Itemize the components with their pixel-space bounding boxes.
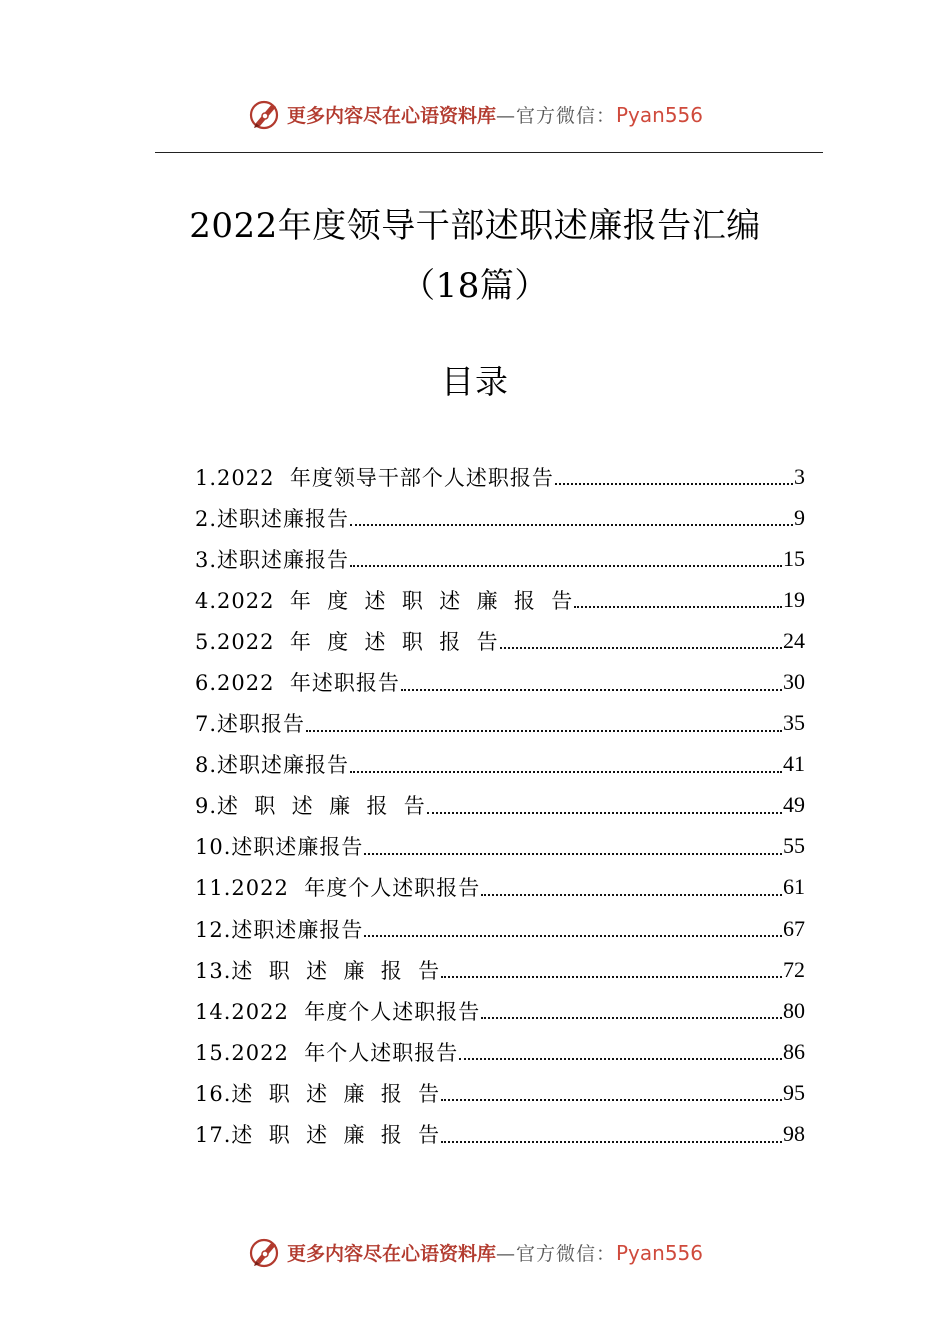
toc-entry-label: 3.述职述廉报告 — [195, 547, 350, 572]
toc-entry-label: 13.述 职 述 廉 报 告 — [195, 958, 441, 983]
toc-entry-label: 16.述 职 述 廉 报 告 — [195, 1081, 441, 1106]
toc-entry-label: 6.2022 年述职报告 — [195, 671, 400, 696]
toc-entry-label: 7.述职报告 — [195, 712, 306, 737]
banner-sub-text: —官方微信： — [495, 104, 616, 127]
toc-entry-label: 15.2022 年个人述职报告 — [195, 1040, 459, 1065]
toc-entry-page-number: 80 — [783, 997, 805, 1023]
toc-entry-label: 17.述 职 述 廉 报 告 — [195, 1123, 441, 1148]
toc-entry[interactable] — [195, 1031, 805, 1072]
table-of-contents — [195, 456, 805, 1155]
toc-entry-page-number: 35 — [783, 710, 805, 736]
toc-entry-page-number: 19 — [783, 586, 805, 612]
toc-dot-leader — [350, 544, 782, 567]
toc-entry-page-number: 55 — [783, 833, 805, 859]
toc-entry[interactable] — [195, 703, 805, 744]
toc-entry[interactable] — [195, 1072, 805, 1113]
toc-entry[interactable] — [195, 867, 805, 908]
toc-dot-leader — [350, 503, 793, 526]
header-rule — [155, 152, 823, 153]
toc-entry-page-number: 98 — [783, 1121, 805, 1147]
banner-wechat-id: Pyan556 — [616, 1240, 704, 1265]
toc-entry-page-number: 15 — [783, 545, 805, 571]
toc-entry-page-number: 30 — [783, 669, 805, 695]
toc-entry-page-number: 41 — [783, 751, 805, 777]
toc-entry[interactable] — [195, 456, 805, 497]
toc-entry[interactable] — [195, 538, 805, 579]
toc-entry[interactable] — [195, 744, 805, 785]
toc-dot-leader — [500, 626, 782, 649]
toc-entry[interactable] — [195, 785, 805, 826]
toc-entry-page-number: 61 — [783, 874, 805, 900]
toc-heading: 目录 — [441, 362, 509, 401]
toc-entry-page-number: 24 — [783, 627, 805, 653]
toc-entry-label: 8.述职述廉报告 — [195, 753, 350, 778]
banner-wechat-id: Pyan556 — [616, 102, 704, 127]
toc-dot-leader — [441, 955, 782, 978]
toc-entry[interactable] — [195, 949, 805, 990]
toc-entry-page-number: 9 — [794, 504, 805, 530]
toc-entry[interactable] — [195, 1114, 805, 1155]
pen-circle-logo-icon — [247, 1234, 283, 1270]
toc-dot-leader — [364, 914, 782, 937]
toc-dot-leader — [555, 462, 793, 485]
toc-dot-leader — [427, 791, 782, 814]
toc-entry-label: 2.述职述廉报告 — [195, 506, 350, 531]
toc-entry-page-number: 72 — [783, 956, 805, 982]
toc-dot-leader — [441, 1078, 782, 1101]
toc-dot-leader — [481, 996, 782, 1019]
toc-entry-page-number: 67 — [783, 915, 805, 941]
toc-entry-label: 4.2022 年 度 述 职 述 廉 报 告 — [195, 588, 574, 613]
toc-dot-leader — [306, 709, 782, 732]
toc-entry-page-number: 86 — [783, 1038, 805, 1064]
toc-entry[interactable] — [195, 826, 805, 867]
toc-entry-label: 9.述 职 述 廉 报 告 — [195, 794, 426, 819]
toc-entry[interactable] — [195, 620, 805, 661]
footer-banner — [0, 1232, 950, 1272]
toc-entry[interactable] — [195, 908, 805, 949]
toc-entry[interactable] — [195, 579, 805, 620]
banner-main-text: 更多内容尽在心语资料库 — [286, 1242, 496, 1265]
toc-entry[interactable] — [195, 990, 805, 1031]
toc-entry-label: 11.2022 年度个人述职报告 — [195, 876, 481, 901]
toc-dot-leader — [401, 668, 782, 691]
toc-entry-page-number: 49 — [783, 792, 805, 818]
banner-main-text: 更多内容尽在心语资料库 — [286, 104, 496, 127]
toc-dot-leader — [459, 1037, 782, 1060]
header-banner — [0, 94, 950, 134]
toc-entry-label: 5.2022 年 度 述 职 报 告 — [195, 629, 499, 654]
toc-dot-leader — [364, 832, 782, 855]
toc-entry-label: 14.2022 年度个人述职报告 — [195, 999, 481, 1024]
toc-dot-leader — [350, 750, 782, 773]
document-title: 2022年度领导干部述职述廉报告汇编（18篇） — [189, 206, 761, 306]
pen-circle-logo-icon — [247, 96, 283, 132]
toc-entry[interactable] — [195, 661, 805, 702]
toc-entry-page-number: 95 — [783, 1079, 805, 1105]
toc-entry-label: 12.述职述廉报告 — [195, 917, 364, 942]
toc-entry-label: 10.述职述廉报告 — [195, 835, 364, 860]
toc-dot-leader — [481, 873, 782, 896]
toc-entry-label: 1.2022 年度领导干部个人述职报告 — [195, 465, 554, 490]
toc-entry-page-number: 3 — [794, 463, 805, 489]
toc-entry[interactable] — [195, 497, 805, 538]
toc-dot-leader — [441, 1120, 782, 1143]
toc-dot-leader — [574, 585, 782, 608]
banner-sub-text: —官方微信： — [495, 1242, 616, 1265]
